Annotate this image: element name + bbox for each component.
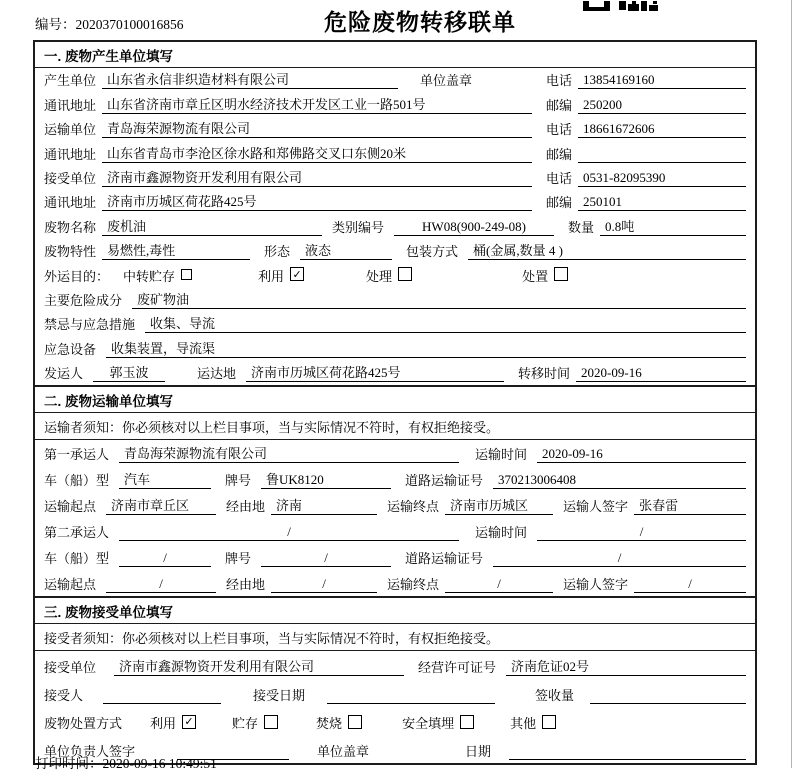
transporter-value: 青岛海荣源物流有限公司	[102, 118, 532, 138]
doc-number	[35, 13, 184, 33]
zip2-label: 邮编	[545, 146, 572, 162]
via1-label: 经由地	[226, 499, 266, 515]
disposal-option-store	[232, 713, 278, 732]
receiver-phone-label: 电话	[545, 170, 572, 186]
purpose-option-label: 处置	[522, 268, 549, 284]
destination-value: 济南市历城区荷花路425号	[246, 362, 504, 382]
row-route1	[35, 492, 755, 518]
page-title: 危险废物转移联单	[324, 9, 516, 35]
doc-number-value: 2020370100016856	[75, 17, 184, 32]
row-route2	[35, 570, 755, 596]
disposal-option-label: 利用	[150, 716, 177, 732]
sign2-label: 运输人签字	[563, 577, 629, 593]
responsible-sign-label: 单位负责人签字	[44, 744, 136, 760]
carrier1-value: 青岛海荣源物流有限公司	[119, 443, 459, 463]
checkbox-disposal-store	[264, 715, 278, 729]
disposal-label: 废物处置方式	[44, 716, 123, 732]
addr1-value: 山东省济南市章丘区明水经济技术开发区工业一路501号	[102, 94, 532, 114]
via2-label: 经由地	[226, 577, 266, 593]
purpose-option-label: 中转贮存	[123, 268, 176, 284]
row-transporter	[35, 117, 755, 141]
disposal-option-label: 其他	[510, 716, 537, 732]
date-label: 日期	[465, 744, 492, 760]
category-label: 类别编号	[332, 219, 385, 235]
transfer-time-label: 转移时间	[518, 366, 571, 382]
transport-time2-label: 运输时间	[475, 525, 528, 541]
row-producer	[35, 68, 755, 92]
disposal-option-label: 焚烧	[316, 716, 343, 732]
document-header	[0, 0, 796, 40]
origin1-value: 济南市章丘区	[106, 495, 216, 515]
row-producer-address	[35, 92, 755, 116]
row-acceptor	[35, 679, 755, 707]
zip2-value	[578, 147, 746, 163]
consignor-value: 郭玉波	[93, 362, 165, 382]
checkbox-disposal-incinerate	[348, 715, 362, 729]
section-transport	[33, 385, 757, 598]
quantity-value: 0.8吨	[600, 216, 746, 236]
row-emergency-equipment	[35, 336, 755, 360]
transport-time1-label: 运输时间	[475, 447, 528, 463]
vehicle2-value: /	[119, 550, 211, 567]
acceptor-value	[103, 688, 221, 704]
quantity-label: 数量	[568, 219, 595, 235]
section2-title: 二. 废物运输单位填写	[35, 387, 755, 413]
purpose-option-label: 利用	[258, 268, 285, 284]
sign1-value: 张春雷	[634, 495, 746, 515]
transfer-time-value: 2020-09-16	[576, 365, 746, 382]
checkbox-disposal-landfill	[460, 715, 474, 729]
road-license2-label: 道路运输证号	[405, 551, 484, 567]
row-vehicle2	[35, 544, 755, 570]
disposal-option-other	[510, 713, 556, 732]
via2-value: /	[271, 576, 377, 593]
disposal-option-landfill	[402, 713, 474, 732]
purpose-option-treat	[366, 266, 412, 285]
end1-value: 济南市历城区	[445, 495, 553, 515]
equipment-label: 应急设备	[44, 341, 97, 357]
section1-title: 一. 废物产生单位填写	[35, 42, 755, 68]
carrier2-label: 第二承运人	[44, 525, 110, 541]
origin1-label: 运输起点	[44, 499, 97, 515]
print-time-value: 2020-09-16 10:49:51	[102, 756, 217, 771]
consignor-label: 发运人	[44, 366, 84, 382]
zip1-value: 250200	[578, 97, 746, 114]
row-receiver-address	[35, 190, 755, 214]
waste-name-label: 废物名称	[44, 219, 97, 235]
section-producer	[33, 40, 757, 387]
carrier2-value: /	[119, 524, 459, 541]
receive-unit-value: 济南市鑫源物资开发利用有限公司	[114, 656, 404, 676]
destination-label: 运达地	[197, 366, 237, 382]
category-value: HW08(900-249-08)	[394, 219, 554, 236]
row-carrier1	[35, 440, 755, 466]
producer-value: 山东省永信非织造材料有限公司	[102, 69, 398, 89]
end2-value: /	[445, 576, 553, 593]
vehicle2-label: 车（船）型	[44, 551, 110, 567]
transporter-phone-label: 电话	[545, 122, 572, 138]
purpose-option-transfer-storage	[123, 266, 192, 285]
transporter-notice: 运输者须知：你必须核对以上栏目事项，当与实际情况不符时，有权拒绝接受。	[35, 413, 755, 440]
received-qty-label: 签收量	[535, 688, 575, 704]
row-receiver	[35, 166, 755, 190]
checkbox-disposal-other	[542, 715, 556, 729]
date-value	[509, 744, 746, 760]
end2-label: 运输终点	[387, 577, 440, 593]
purpose-option-utilize	[258, 266, 304, 285]
addr2-label: 通讯地址	[44, 146, 97, 162]
checkbox-utilize-checked: ✓	[290, 267, 304, 281]
accept-date-label: 接受日期	[253, 688, 306, 704]
disposal-option-label: 安全填埋	[402, 716, 455, 732]
form-body	[33, 40, 757, 765]
disposal-option-utilize	[150, 713, 196, 732]
print-time-label: 打印时间：	[35, 756, 103, 771]
packaging-label: 包装方式	[406, 244, 459, 260]
via1-value: 济南	[271, 495, 377, 515]
plate1-value: 鲁UK8120	[261, 469, 391, 489]
plate2-label: 牌号	[225, 551, 252, 567]
vehicle1-value: 汽车	[119, 469, 211, 489]
traits-label: 废物特性	[44, 244, 97, 260]
producer-phone-label: 电话	[545, 73, 572, 89]
road-license1-value: 370213006408	[493, 472, 746, 489]
doc-number-label: 编号：	[35, 17, 76, 32]
transport-time2-value: /	[537, 524, 746, 541]
permit-label: 经营许可证号	[418, 660, 497, 676]
row-receive-unit	[35, 651, 755, 679]
qr-code-fragment	[583, 0, 663, 16]
received-qty-value	[590, 688, 746, 704]
transporter-label: 运输单位	[44, 122, 97, 138]
origin2-value: /	[106, 576, 216, 593]
accept-date-value	[327, 688, 495, 704]
purpose-option-label: 处理	[366, 268, 393, 284]
purpose-option-dispose	[522, 266, 568, 285]
checkbox-disposal-utilize-checked: ✓	[182, 715, 196, 729]
traits-value: 易燃性,毒性	[102, 240, 250, 260]
row-hazard	[35, 288, 755, 312]
section-receive	[33, 596, 757, 765]
producer-phone-value: 13854169160	[578, 72, 746, 89]
permit-value: 济南危证02号	[506, 656, 746, 676]
receiver-label: 接受单位	[44, 170, 97, 186]
addr1-label: 通讯地址	[44, 97, 97, 113]
packaging-value: 桶(金属,数量 4 )	[468, 240, 746, 260]
plate1-label: 牌号	[225, 473, 252, 489]
road-license2-value: /	[493, 550, 746, 567]
row-purpose	[35, 263, 755, 287]
taboo-value: 收集、导流	[145, 313, 746, 333]
receiver-phone-value: 0531-82095390	[578, 170, 746, 187]
form-label: 形态	[264, 244, 291, 260]
row-transporter-address	[35, 141, 755, 165]
row-carrier2	[35, 518, 755, 544]
road-license1-label: 道路运输证号	[405, 473, 484, 489]
taboo-label: 禁忌与应急措施	[44, 317, 136, 333]
waste-name-value: 废机油	[102, 216, 322, 236]
checkbox-treat	[398, 267, 412, 281]
row-taboo	[35, 312, 755, 336]
addr2-value: 山东省青岛市李沧区徐水路和郑佛路交叉口东侧20米	[102, 143, 532, 163]
zip3-label: 邮编	[545, 195, 572, 211]
plate2-value: /	[261, 550, 391, 567]
page-right-edge	[791, 0, 792, 768]
disposal-option-label: 贮存	[232, 716, 259, 732]
hazard-label: 主要危险成分	[44, 292, 123, 308]
unit-seal2-label: 单位盖章	[317, 744, 370, 760]
purpose-label: 外运目的：	[44, 268, 110, 284]
end1-label: 运输终点	[387, 499, 440, 515]
carrier1-label: 第一承运人	[44, 447, 110, 463]
print-time	[35, 752, 217, 772]
acceptor-label: 接受人	[44, 688, 84, 704]
vehicle1-label: 车（船）型	[44, 473, 110, 489]
receive-unit-label: 接受单位	[44, 660, 97, 676]
hazard-value: 废矿物油	[132, 289, 746, 309]
zip3-value: 250101	[578, 194, 746, 211]
row-waste-traits	[35, 239, 755, 263]
row-dispatch	[35, 361, 755, 385]
origin2-label: 运输起点	[44, 577, 97, 593]
addr3-label: 通讯地址	[44, 195, 97, 211]
row-vehicle1	[35, 466, 755, 492]
unit-seal-label: 单位盖章	[420, 73, 473, 89]
disposal-option-incinerate	[316, 713, 362, 732]
row-disposal-method	[35, 707, 755, 735]
form-value: 液态	[300, 240, 392, 260]
equipment-value: 收集装置，导流渠	[106, 338, 746, 358]
receiver-value: 济南市鑫源物资开发利用有限公司	[102, 167, 532, 187]
receiver-notice: 接受者须知：你必须核对以上栏目事项，当与实际情况不符时，有权拒绝接受。	[35, 624, 755, 651]
sign2-value: /	[634, 576, 746, 593]
transporter-phone-value: 18661672606	[578, 121, 746, 138]
checkbox-transfer-storage	[181, 269, 192, 280]
sign1-label: 运输人签字	[563, 499, 629, 515]
producer-label: 产生单位	[44, 73, 97, 89]
addr3-value: 济南市历城区荷花路425号	[102, 191, 532, 211]
checkbox-dispose	[554, 267, 568, 281]
transport-time1-value: 2020-09-16	[537, 446, 746, 463]
zip1-label: 邮编	[545, 97, 572, 113]
section3-title: 三. 废物接受单位填写	[35, 598, 755, 624]
row-waste-name	[35, 214, 755, 238]
